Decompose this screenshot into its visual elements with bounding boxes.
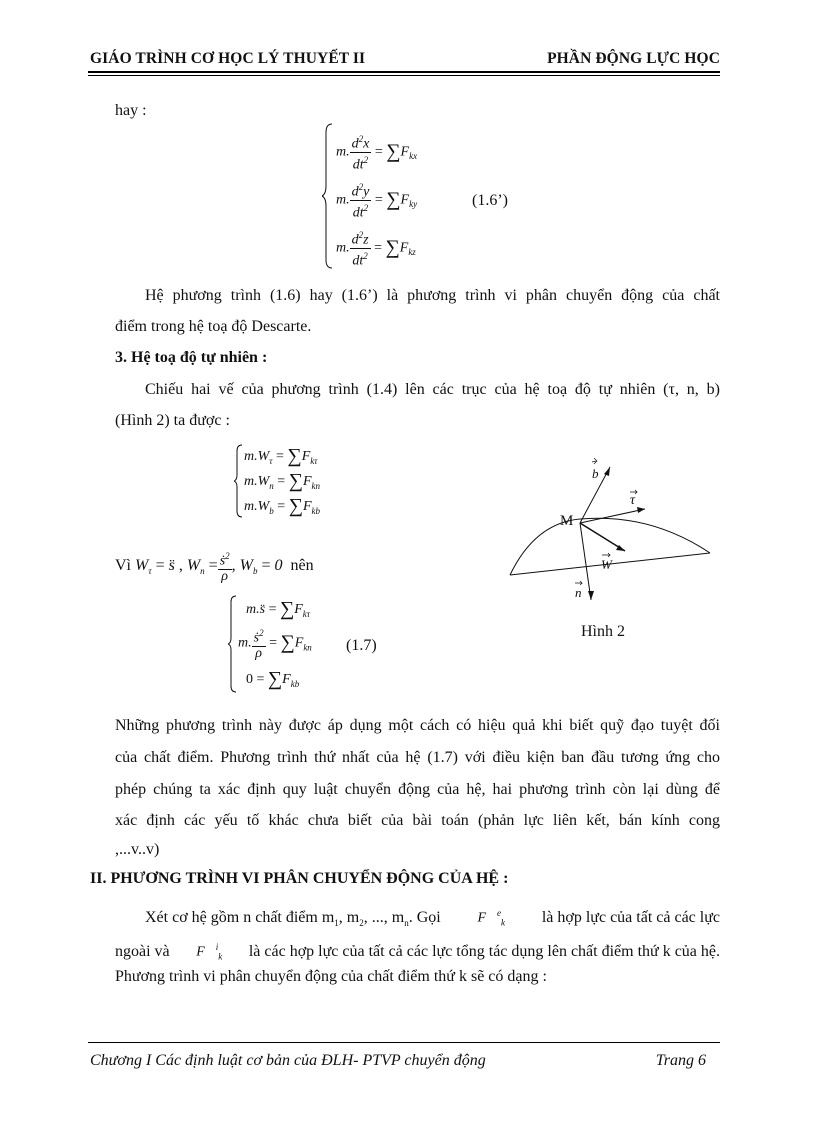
paragraph-3-line-5: ,...v..v) — [115, 841, 160, 858]
p4-l2-text-b: là các hợp lực của tất cả các lực tổng tác dụng lên chất điểm thứ k của hệ. — [248, 942, 720, 960]
equation-label-1-7: (1.7) — [346, 637, 377, 654]
header-left: GIÁO TRÌNH CƠ HỌC LÝ THUYẾT II — [90, 50, 366, 67]
footer-left: Chương I Các định luật cơ bản của ĐLH- PTVP chuyển động — [90, 1052, 486, 1069]
equation-system-natural — [234, 443, 374, 519]
section-heading-II: II. PHƯƠNG TRÌNH VI PHÂN CHUYỂN ĐỘNG CỦA HỆ : — [90, 870, 509, 887]
vi-word: Vì — [115, 557, 131, 574]
figure-2-diagram — [500, 455, 715, 605]
label-M: M — [560, 513, 574, 529]
paragraph-3-line-3: phép chúng ta xác định quy luật chuyển động của hệ, hai phương trình còn lại dùng để — [115, 781, 720, 798]
eq-n: $m.W_n = \sum F_{kn}$ — [244, 470, 321, 492]
label-b: b — [592, 466, 599, 481]
paragraph-1-line-2: điểm trong hệ toạ độ Descarte. — [115, 318, 312, 335]
label-W: W — [601, 557, 612, 572]
eq-x: m. $\frac{d^2x}{dt^2}$ = $\sum F_{kx}$ — [336, 134, 418, 173]
eq-y: m. $\frac{d^2y}{dt^2}$ = $\sum F_{ky}$ — [336, 182, 418, 221]
eq-z: m. $\frac{d^2z}{dt^2}$ = $\sum F_{kz}$ — [336, 230, 416, 269]
left-brace-icon — [234, 443, 244, 519]
paragraph-1-line-1: Hệ phương trình (1.6) hay (1.6’) là phương trình vi phân chuyển động của chất — [145, 287, 720, 304]
label-n: n — [575, 585, 582, 600]
left-brace-icon — [322, 122, 334, 270]
paragraph-4-line-1: Xét cơ hệ gồm n chất điểm $m_1$, $m_2$, ..., $m_n$. Gọi F⃗$^e_k$ là hợp lực của tất cả các lực — [145, 908, 720, 928]
hay-label: hay : — [115, 102, 147, 119]
tau-arrowhead-icon — [637, 507, 645, 513]
paragraph-4-line-3: Phương trình vi phân chuyển động của chất điểm thứ k sẽ có dạng : — [115, 968, 547, 985]
header-right: PHẦN ĐỘNG LỰC HỌC — [547, 50, 720, 67]
section-heading-3: 3. Hệ toạ độ tự nhiên : — [115, 349, 268, 366]
p4-l1-text-a: Xét cơ hệ gồm n chất điểm m — [145, 908, 335, 926]
nen-word: nên — [290, 557, 314, 574]
left-brace-icon — [228, 594, 238, 694]
footer-rule — [88, 1042, 720, 1043]
paragraph-2-line-2: (Hình 2) ta được : — [115, 412, 230, 429]
paragraph-3-line-1: Những phương trình này được áp dụng một cách có hiệu quả khi biết quỹ đạo tuyệt đối — [115, 717, 720, 734]
b-arrow-mark-icon — [592, 458, 597, 464]
header-rule-thick — [88, 71, 720, 73]
eq-b: $m.W_b = \sum F_{kb}$ — [244, 495, 321, 517]
p4-l2-text-a: ngoài và — [115, 942, 170, 960]
label-tau: τ — [630, 493, 636, 508]
n-arrowhead-icon — [588, 591, 594, 600]
equation-label-1-6p: (1.6’) — [472, 192, 508, 209]
eq-17-a: m.s̈ = $\sum F_{k\tau}$ — [246, 598, 311, 620]
figure-caption: Hình 2 — [581, 623, 625, 640]
paragraph-3-line-4: xác định các yếu tố khác chưa biết của bài toán (phản lực liên kết, bán kính cong — [115, 812, 720, 829]
eq-17-c: $0 = \sum F_{kb}$ — [246, 668, 300, 690]
paragraph-4-line-2: ngoài và F⃗$^i_k$ là các hợp lực của tất cả các lực tổng tác dụng lên chất điểm thứ k của hệ. — [115, 942, 720, 962]
header-rule-thin — [88, 75, 720, 76]
eq-tau: $m.W_\tau = \sum F_{k\tau}$ — [244, 445, 318, 467]
eq-17-b: m. $\frac{ṡ^2}{\rho}$ = $\sum F_{kn}$ — [238, 628, 312, 661]
paragraph-3-line-2: của chất điểm. Phương trình thứ nhất của hệ (1.7) với điều kiện ban đầu tương ứng cho — [115, 749, 720, 766]
footer-right: Trang 6 — [655, 1052, 706, 1069]
tau-vector — [580, 509, 645, 523]
equation-system-1-6p — [322, 122, 472, 270]
vi-line: Vì $W_\tau$ = s̈ , $W_n$ = $\frac{ṡ^2}{\rho}$ , $W_b = 0$ nên — [115, 551, 314, 584]
paragraph-2-line-1: Chiếu hai vế của phương trình (1.4) lên các trục của hệ toạ độ tự nhiên (τ, n, b) — [145, 381, 720, 398]
p4-l1-text-b: là hợp lực của tất cả các lực — [541, 908, 720, 926]
b-arrowhead-icon — [604, 467, 610, 476]
n-vector — [580, 523, 591, 600]
